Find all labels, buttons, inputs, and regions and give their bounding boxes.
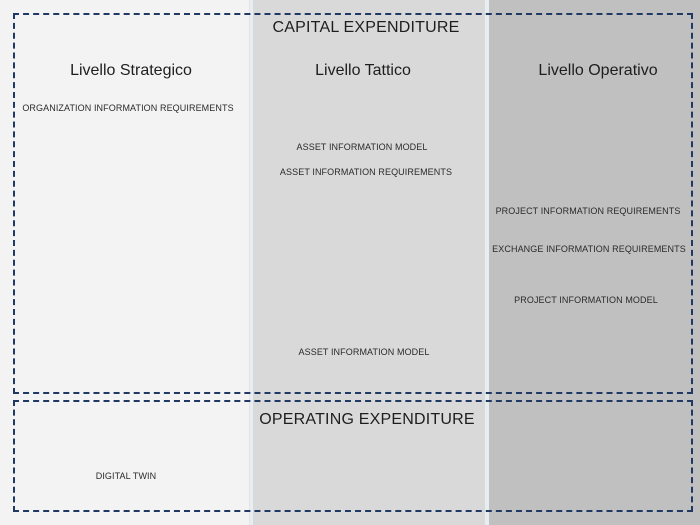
operating-expenditure-title: OPERATING EXPENDITURE <box>259 411 475 428</box>
exchange-information-requirements-label: EXCHANGE INFORMATION REQUIREMENTS <box>492 244 686 254</box>
strategic-level-header: Livello Strategico <box>70 62 192 79</box>
asset-information-model-label: ASSET INFORMATION MODEL <box>298 347 430 357</box>
digital-twin-label: DIGITAL TWIN <box>95 471 157 481</box>
capital-expenditure-title: CAPITAL EXPENDITURE <box>272 19 460 36</box>
tactical-level-header: Livello Tattico <box>315 62 411 79</box>
asset-information-requirements-label: ASSET INFORMATION REQUIREMENTS <box>279 167 453 177</box>
organization-information-requirements-label: ORGANIZATION INFORMATION REQUIREMENTS <box>22 103 234 113</box>
operational-level-header: Livello Operativo <box>538 62 658 79</box>
asset-information-model-label: ASSET INFORMATION MODEL <box>296 142 428 152</box>
project-information-requirements-label: PROJECT INFORMATION REQUIREMENTS <box>495 206 681 216</box>
project-information-model-label: PROJECT INFORMATION MODEL <box>514 295 658 305</box>
